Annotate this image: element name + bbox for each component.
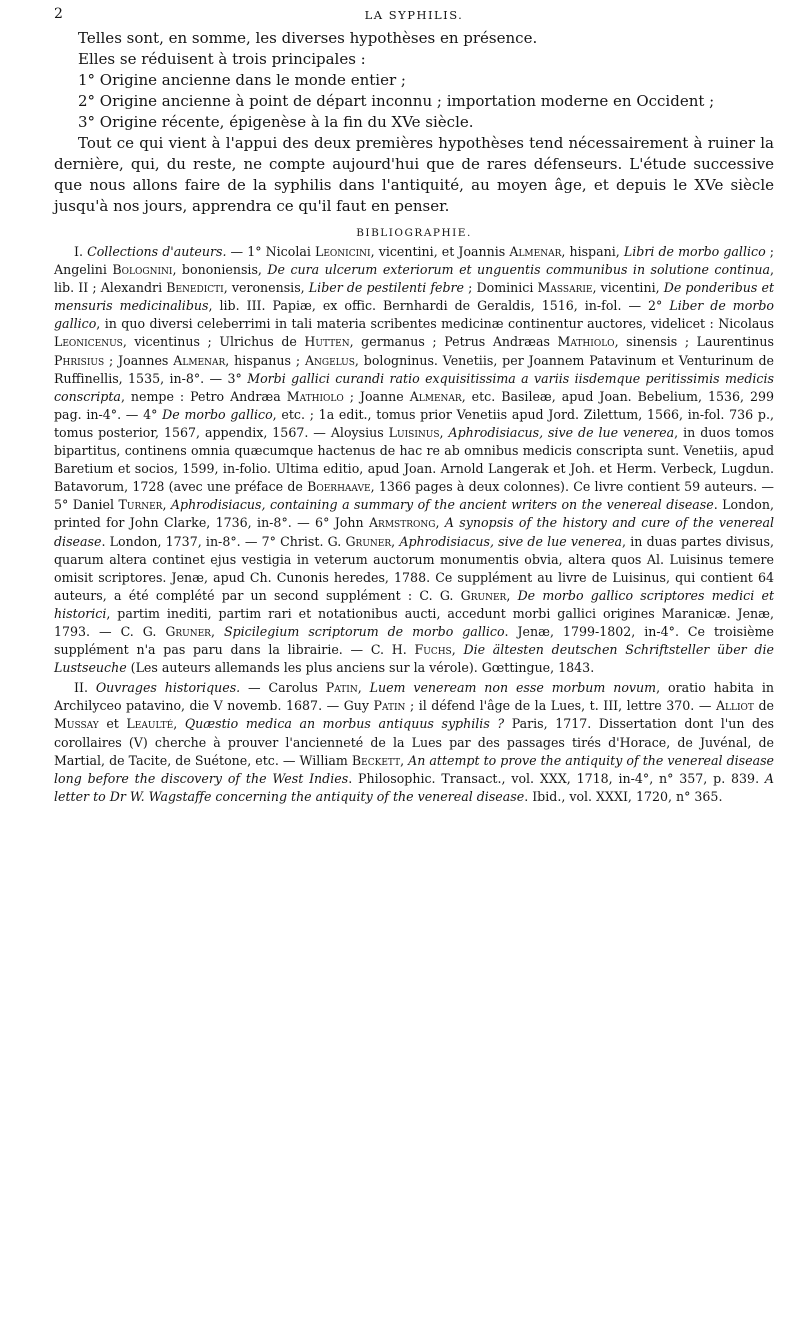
text-run: De morbo gallico: [162, 406, 273, 422]
text-run: Boerhaave: [307, 479, 371, 495]
text-run: Leonicini: [314, 244, 371, 259]
text-run: ,: [210, 623, 224, 639]
text-run: Paris, 1717. Dissertation dont l'un des corollaires (V) cherche à prouver l'ancienneté de la Lues par des passages tirés d'Horace, de Juvénal, de Martial, de Tacite, de Suétone, etc. — William: [54, 716, 774, 768]
text-run: ; Joannes: [104, 352, 174, 368]
text-run: Morbi gallici curandi ratio exquisitissima a variis iisdemque peritissimis medicis conscripta: [54, 370, 774, 404]
running-header: [54, 6, 774, 28]
text-run: Liber de morbo gallico: [54, 298, 774, 332]
bibliography-entry: [54, 679, 774, 806]
text-run: II.: [74, 680, 96, 696]
text-run: De morbo gallico scriptores medici et historici: [54, 587, 775, 621]
text-run: , in duos tomos bipartitus, continens omnia quæcumque hactenus de hac re ab omnibus medicis conscripta sunt. Venetiis, apud Baretium et socios, 1599, in-folio. Ultima editio, apud Joan. Arnold Langerak et Joh. et Herm. Verbeck, Lugdun. Batavorum, 1728 (avec une préface de: [54, 424, 774, 495]
text-run: Massarie: [537, 280, 593, 296]
text-run: Spicilegium scriptorum de morbo gallico: [223, 623, 505, 639]
text-run: Aphrodisiacus, sive de lue venerea: [448, 424, 675, 440]
text-run: ,: [162, 497, 171, 513]
text-run: ,: [400, 752, 409, 768]
text-run: Die ältesten deutschen Schriftsteller über die Lustseuche: [54, 642, 774, 676]
text-run: Gruner: [165, 623, 211, 639]
text-run: Almenar: [173, 352, 226, 368]
text-run: , in duas partes divisus, quarum altera continet ejus vestigia in veterum auctorum monumentis obvia, altera quos Al. Luisinus temere omisit scriptores. Jenæ, apud Ch. Cunonis heredes, 1788. Ce supplément au livre de Luisinus, qui contient 64 auteurs, a été complété par un second supplément : C. G.: [54, 533, 774, 603]
text-run: , vicentini, et Joannis: [370, 244, 510, 259]
text-run: , in quo diversi celeberrimi in tali materia scribentes medicinæ continentur auctores, videlicet : Nicolaus: [96, 316, 774, 332]
section-heading: BIBLIOGRAPHIE.: [356, 227, 472, 239]
text-run: De ponderibus et mensuris medicinalibus: [54, 280, 775, 314]
text-run: Alliot: [715, 698, 754, 714]
text-run: de: [753, 698, 774, 714]
text-run: . London, 1737, in-8°. — 7° Christ. G.: [101, 533, 346, 549]
text-run: ; il défend l'âge de la Lues, t. III, lettre 370. —: [405, 698, 716, 714]
text-run: , bononiensis,: [172, 262, 268, 278]
text-run: Mathiolo: [286, 388, 344, 404]
text-run: , etc. ; 1a edit., tomus prior Venetiis apud Jord. Zilettum, 1566, in-fol. 736 p., tomus posterior, 1567, appendix, 1567. — Aloysius: [54, 406, 774, 440]
text-run: Benedicti: [166, 280, 224, 296]
text-run: Ouvrages historiques.: [95, 680, 241, 696]
text-run: Fuchs: [414, 642, 452, 658]
text-run: . Ibid., vol. XXXI, 1720, n° 365.: [524, 788, 723, 804]
text-run: Quæstio medica an morbus antiquus syphilis ?: [184, 716, 505, 732]
text-run: Libri de morbo gallico: [623, 244, 766, 259]
text-run: , 1366 pages à deux colonnes). Ce livre contient 59 auteurs. — 5° Daniel: [54, 479, 774, 513]
text-run: ,: [451, 642, 464, 658]
text-run: , oratio habita in Archilyceo patavino, die V novemb. 1687. — Guy: [54, 680, 774, 714]
text-run: Almenar: [409, 388, 462, 404]
text-run: Beckett: [351, 752, 401, 768]
text-run: ,: [391, 533, 400, 549]
list-item: 2° Origine ancienne à point de départ inconnu ; importation moderne en Occident ;: [78, 92, 715, 110]
text-run: . London, printed for John Clarke, 1736, in-8°. — 6° John: [54, 497, 774, 531]
paragraph: Tout ce qui vient à l'appui des deux premières hypothèses tend nécessairement à ruiner la dernière, qui, du reste, ne compte aujourd'hui que de rares défenseurs. L'étude successive que nous allons faire de la syphilis dans l'antiquité, au moyen âge, et depuis le XVe siècle jusqu'à nos jours, apprendra ce qu'il faut en penser.: [54, 134, 774, 215]
text-run: ,: [506, 587, 518, 603]
text-run: Aphrodisiacus, sive de lue venerea: [399, 533, 623, 549]
text-run: ,: [435, 515, 445, 531]
text-run: De cura ulcerum exteriorum et unguentis communibus in solutione continua: [267, 262, 770, 278]
text-run: — 1° Nicolai: [226, 244, 315, 259]
text-run: Bolognini: [112, 262, 173, 278]
text-run: Armstrong: [368, 515, 436, 531]
text-run: ; Angelini: [54, 244, 774, 278]
page-number: 2: [54, 6, 63, 22]
list-item: 3° Origine récente, épigenèse à la fin du XVe siècle.: [78, 113, 474, 131]
bibliography-entry: [54, 243, 774, 677]
text-run: Mathiolo: [557, 334, 615, 350]
text-run: Gruner: [460, 587, 507, 603]
text-run: Almenar: [509, 244, 562, 259]
text-run: Phrisius: [54, 352, 105, 368]
text-run: — Carolus: [240, 680, 326, 696]
running-title: LA SYPHILIS.: [364, 8, 464, 22]
text-run: , lib. III. Papiæ, ex offic. Bernhardi de Geraldis, 1516, in-fol. — 2°: [208, 298, 670, 314]
bibliography: [54, 243, 774, 806]
list-item: 1° Origine ancienne dans le monde entier ;: [78, 71, 406, 89]
text-run: A letter to Dr W. Wagstaffe concerning the antiquity of the venereal disease: [54, 770, 775, 804]
text-run: ,: [357, 680, 370, 696]
text-run: (Les auteurs allemands les plus anciens sur la vérole). Gœttingue, 1843.: [126, 660, 595, 676]
text-run: Mussay: [54, 716, 99, 732]
text-run: Patin: [325, 680, 358, 696]
text-run: , vicentini,: [592, 280, 664, 296]
text-run: Liber de pestilenti febre: [308, 280, 465, 296]
text-run: Angelus: [304, 352, 355, 368]
text-run: , hispanus ;: [225, 352, 305, 368]
text-run: ; Joanne: [343, 388, 410, 404]
text-run: Leonicenus: [54, 334, 123, 350]
text-run: I.: [74, 244, 88, 259]
text-run: ,: [173, 716, 185, 732]
text-run: , bologninus. Venetiis, per Joannem Patavinum et Venturinum de Ruffinellis, 1535, in-8°. — 3°: [54, 352, 774, 386]
text-run: An attempt to prove the antiquity of the venereal disease long before the discovery of the West Indies: [54, 752, 774, 786]
text-run: Luem veneream non esse morbum novum: [369, 680, 657, 696]
text-run: ,: [439, 424, 449, 440]
text-run: , veronensis,: [223, 280, 309, 296]
text-run: , sinensis ; Laurentinus: [614, 334, 774, 350]
text-run: A synopsis of the history and cure of the venereal disease: [54, 515, 775, 549]
paragraph: Elles se réduisent à trois principales :: [78, 50, 366, 68]
text-run: , hispani,: [561, 244, 624, 259]
text-run: , etc. Basileæ, apud Joan. Bebelium, 1536, 299 pag. in-4°. — 4°: [54, 388, 774, 422]
intro-text: [54, 28, 774, 217]
paragraph: Telles sont, en somme, les diverses hypothèses en présence.: [78, 29, 538, 47]
text-run: , partim inediti, partim rari et notationibus aucti, accedunt morbi gallici origines Maranicæ. Jenæ, 1793. — C. G.: [54, 605, 774, 639]
text-run: Hutten: [304, 334, 350, 350]
text-run: . Philosophic. Transact., vol. XXX, 1718, in-4°, n° 357, p. 839.: [348, 770, 765, 786]
text-run: , nempe : Petro Andræa: [120, 388, 287, 404]
text-run: , vicentinus ; Ulrichus de: [122, 334, 305, 350]
text-run: Gruner: [345, 533, 392, 549]
text-run: , lib. II ; Alexandri: [54, 262, 775, 296]
text-run: Collections d'auteurs.: [87, 244, 227, 259]
text-run: Leaulté: [126, 716, 174, 732]
text-run: Luisinus: [388, 424, 440, 440]
text-run: . Jenæ, 1799-1802, in-4°. Ce troisième supplément n'a pas paru dans la librairie. — C. H.: [54, 623, 774, 658]
text-run: Aphrodisiacus, containing a summary of the ancient writers on the venereal disease: [170, 497, 714, 513]
text-run: ; Dominici: [464, 280, 538, 296]
text-run: Patin: [373, 698, 406, 714]
hypothesis-list: [54, 70, 774, 133]
text-run: et: [98, 716, 127, 732]
text-run: , germanus ; Petrus Andræas: [349, 334, 558, 350]
text-run: Turner: [118, 497, 163, 513]
